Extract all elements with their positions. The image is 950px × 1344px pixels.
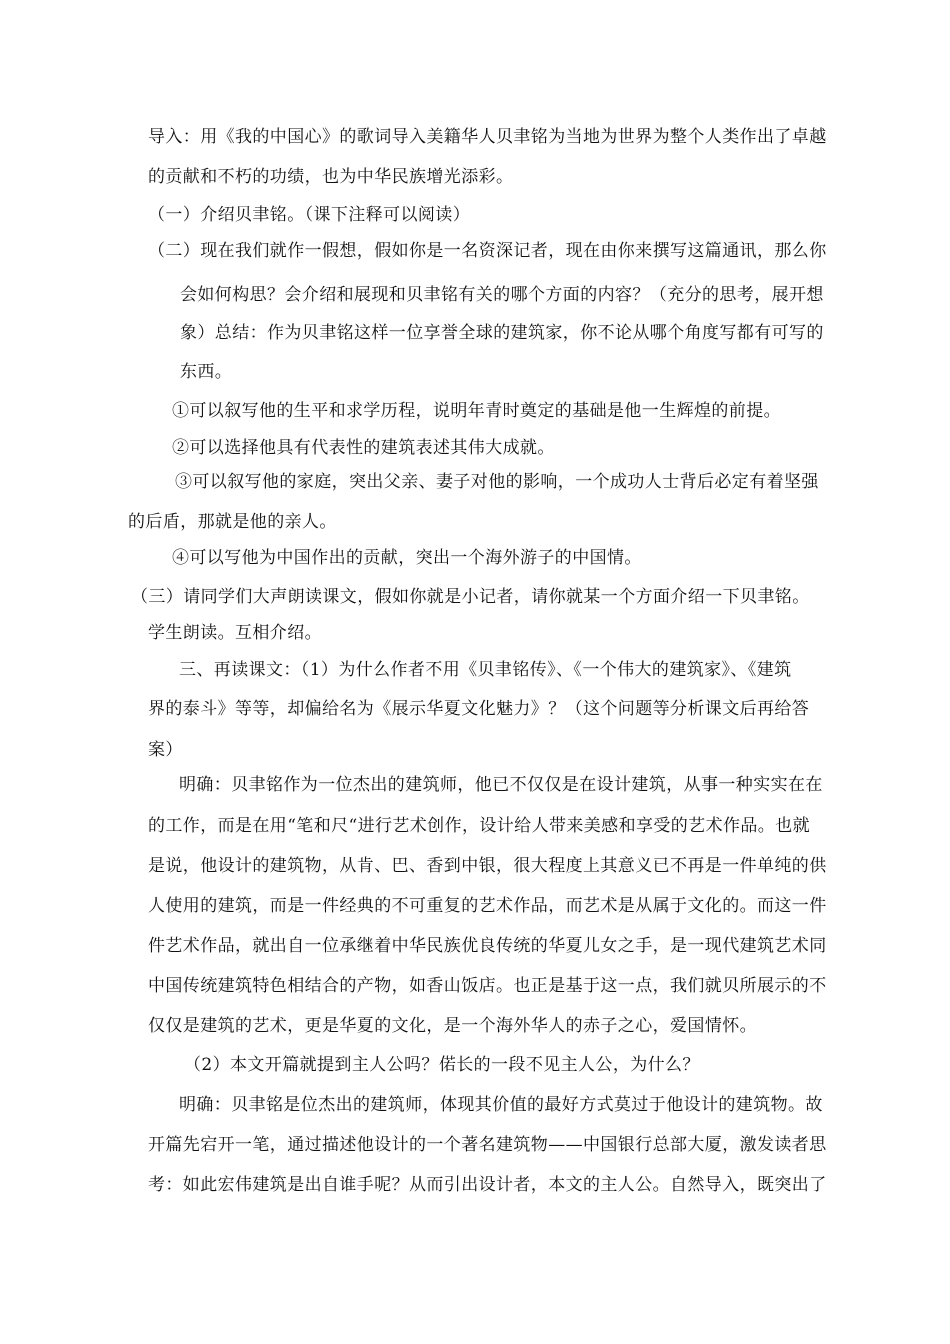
intro-line: 导入：用《我的中国心》的歌词导入美籍华人贝聿铭为当地为世界为整个人类作出了卓越 [148, 127, 827, 147]
intro-line-cont: 的贡献和不朽的功绩，也为中华民族增光添彩。 [148, 167, 514, 187]
point-2: ②可以选择他具有代表性的建筑表述其伟大成就。 [172, 438, 555, 458]
section-2-line: （二）现在我们就作一假想，假如你是一名资深记者，现在由你来撰写这篇通讯，那么你 [148, 241, 827, 261]
answer-2-line: 考：如此宏伟建筑是出自谁手呢？从而引出设计者，本文的主人公。自然导入，既突出了 [148, 1175, 827, 1195]
section-3-line: （三）请同学们大声朗读课文，假如你就是小记者，请你就某一个方面介绍一下贝聿铭。 [131, 587, 810, 607]
point-3-cont: 的后盾，那就是他的亲人。 [128, 512, 337, 532]
reread-line: 案） [148, 740, 183, 760]
reread-line: 三、再读课文：（1）为什么作者不用《贝聿铭传》、《一个伟大的建筑家》、《建筑 [179, 660, 792, 680]
question-2: （2）本文开篇就提到主人公吗？偌长的一段不见主人公，为什么？ [184, 1055, 700, 1075]
section-2-line: 会如何构思？会介绍和展现和贝聿铭有关的哪个方面的内容？（充分的思考，展开想 [180, 285, 824, 305]
section-2-line: 象）总结：作为贝聿铭这样一位享誉全球的建筑家，你不论从哪个角度写都有可写的 [180, 323, 824, 343]
answer-1-line: 中国传统建筑特色相结合的产物，如香山饭店。也正是基于这一点，我们就贝所展示的不 [148, 976, 827, 996]
section-1-heading: （一）介绍贝聿铭。（课下注释可以阅读） [148, 205, 471, 225]
point-4: ④可以写他为中国作出的贡献，突出一个海外游子的中国情。 [172, 548, 642, 568]
answer-1-line: 的工作，而是在用“笔和尺“进行艺术创作，设计给人带来美感和享受的艺术作品。也就 [148, 816, 810, 836]
reread-line: 界的泰斗》等等，却偏给名为《展示华夏文化魅力》？（这个问题等分析课文后再给答 [148, 699, 810, 719]
answer-2-line: 明确：贝聿铭是位杰出的建筑师，体现其价值的最好方式莫过于他设计的建筑物。故 [179, 1095, 823, 1115]
section-2-line: 东西。 [180, 362, 233, 382]
section-3-cont: 学生朗读。互相介绍。 [148, 623, 322, 643]
answer-1-line: 是说，他设计的建筑物，从肯、巴、香到中银，很大程度上其意义已不再是一件单纯的供 [148, 856, 827, 876]
answer-2-line: 开篇先宕开一笔，通过描述他设计的一个著名建筑物——中国银行总部大厦，激发读者思 [148, 1135, 827, 1155]
point-3: ③可以叙写他的家庭，突出父亲、妻子对他的影响，一个成功人士背后必定有着坚强 [175, 472, 819, 492]
answer-1-line: 仅仅是建筑的艺术，更是华夏的文化，是一个海外华人的赤子之心，爱国情怀。 [148, 1016, 757, 1036]
point-1: ①可以叙写他的生平和求学历程，说明年青时奠定的基础是他一生辉煌的前提。 [172, 401, 781, 421]
answer-1-line: 明确：贝聿铭作为一位杰出的建筑师，他已不仅仅是在设计建筑，从事一种实实在在 [179, 775, 823, 795]
answer-1-line: 件艺术作品，就出自一位承继着中华民族优良传统的华夏儿女之手，是一现代建筑艺术同 [148, 936, 827, 956]
answer-1-line: 人使用的建筑，而是一件经典的不可重复的艺术作品，而艺术是从属于文化的。而这一件 [148, 896, 827, 916]
